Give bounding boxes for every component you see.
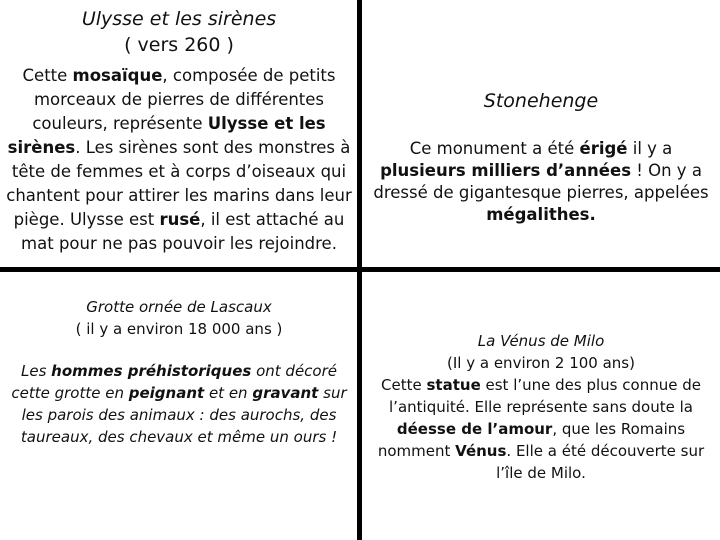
card-description: Ce monument a été érigé il y a plusieurs milliers d’années ! On y a dressé de gigantesque pierres, appelées mégalithes. xyxy=(373,139,709,224)
card-ulysse xyxy=(0,0,358,268)
card-date: ( vers 260 ) xyxy=(124,34,234,56)
card-lascaux xyxy=(0,272,358,540)
card-venus xyxy=(362,272,720,540)
card-title: Stonehenge xyxy=(483,90,599,112)
card-title: La Vénus de Milo xyxy=(477,332,605,350)
card-description: Les hommes préhistoriques ont décoré cette grotte en peignant et en gravant sur les parois des animaux : des aurochs, des taureaux, des chevaux et même un ours ! xyxy=(11,362,347,446)
card-description: (Il y a environ 2 100 ans) Cette statue est l’une des plus connue de l’antiquité. Elle représente sans doute la déesse de l’amour, que les Romains nomment Vénus. Elle a été découverte sur l’île de Milo. xyxy=(377,354,705,482)
card-date: (Il y a environ 2 100 ans) xyxy=(447,354,635,372)
card-title: Grotte ornée de Lascaux xyxy=(86,298,272,316)
card-date: ( il y a environ 18 000 ans ) xyxy=(75,320,283,338)
card-description: Cette mosaïque, composée de petits morceaux de pierres de différentes couleurs, représente Ulysse et les sirènes. Les sirènes sont des monstres à tête de femmes et à corps d’oiseaux qui chantent pour attirer les marins dans leur piège. Ulysse est rusé, il est attaché au mat pour ne pas pouvoir les rejoindre. xyxy=(6,66,352,253)
card-stonehenge xyxy=(362,0,720,268)
card-title: Ulysse et les sirènes xyxy=(81,8,277,30)
